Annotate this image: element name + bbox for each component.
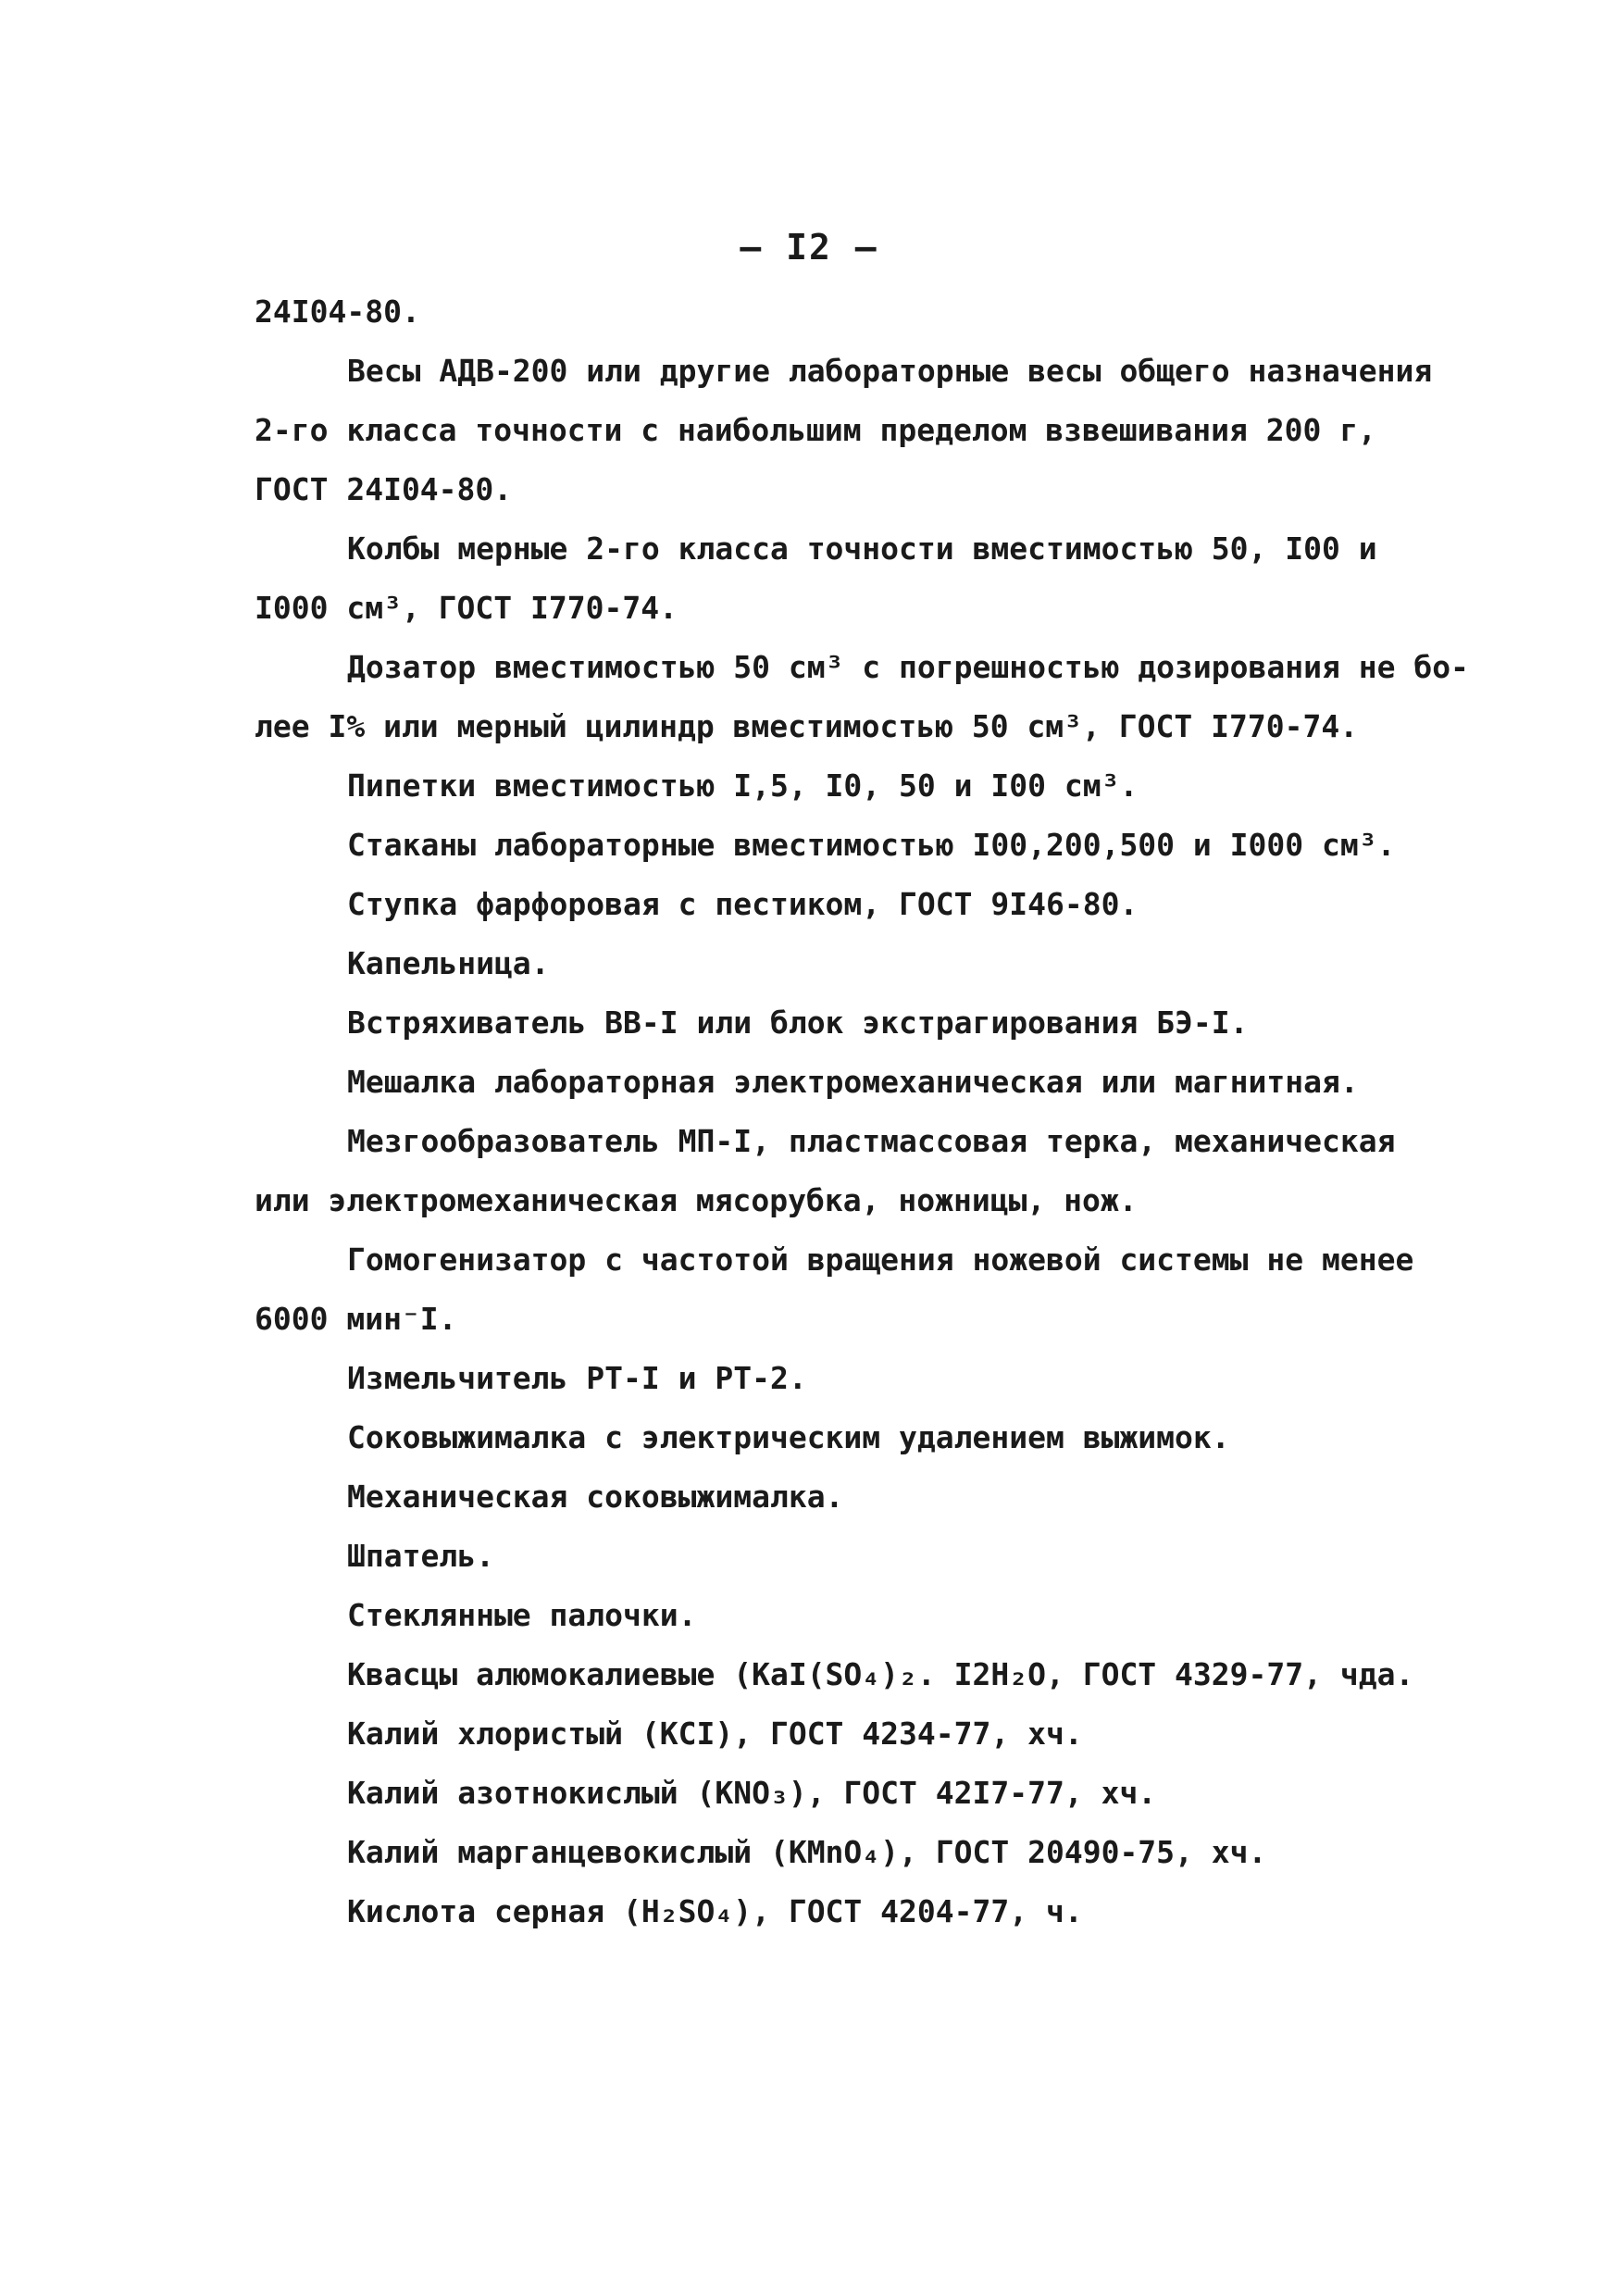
page-number: – I2 – <box>740 227 878 268</box>
text-line: Соковыжималка с электрическим удалением выжимок. <box>347 1419 1230 1455</box>
text-line: Встряхиватель ВВ-I или блок экстрагирования БЭ-I. <box>347 1004 1249 1041</box>
text-line: Дозатор вместимостью 50 см³ с погрешностью дозирования не бо- <box>347 649 1469 685</box>
text-line: 6000 мин⁻I. <box>255 1301 457 1337</box>
text-line: Калий марганцевокислый (KMnO₄), ГОСТ 20490-75, хч. <box>347 1834 1267 1870</box>
text-line: Квасцы алюмокалиевые (KaI(SO₄)₂. I2H₂O, ГОСТ 4329-77, чда. <box>347 1656 1414 1692</box>
text-line: Калий хлористый (KCI), ГОСТ 4234-77, хч. <box>347 1716 1083 1752</box>
text-line: ГОСТ 24I04-80. <box>255 471 513 507</box>
text-line: Колбы мерные 2-го класса точности вместимостью 50, I00 и <box>347 530 1377 567</box>
text-line: Шпатель. <box>347 1538 494 1574</box>
text-line: или электромеханическая мясорубка, ножницы, нож. <box>255 1182 1138 1218</box>
text-line: Стеклянные палочки. <box>347 1597 697 1633</box>
text-line: Стаканы лабораторные вместимостью I00,200,500 и I000 см³. <box>347 827 1396 863</box>
text-line: Мешалка лабораторная электромеханическая или магнитная. <box>347 1064 1359 1100</box>
text-line: Ступка фарфоровая с пестиком, ГОСТ 9I46-80. <box>347 886 1139 922</box>
text-line: Измельчитель РТ-I и РТ-2. <box>347 1360 807 1396</box>
text-line: Пипетки вместимостью I,5, I0, 50 и I00 см³. <box>347 767 1139 804</box>
text-line: Механическая соковыжималка. <box>347 1479 844 1515</box>
text-line: Гомогенизатор с частотой вращения ножевой системы не менее <box>347 1242 1414 1278</box>
text-line: Кислота серная (H₂SO₄), ГОСТ 4204-77, ч. <box>347 1893 1083 1929</box>
text-line: I000 см³, ГОСТ I770-74. <box>255 590 678 626</box>
body-text <box>255 282 1469 1941</box>
text-line: лее I% или мерный цилиндр вместимостью 50 см³, ГОСТ I770-74. <box>255 708 1359 744</box>
text-line: Мезгообразователь МП-I, пластмассовая терка, механическая <box>347 1123 1396 1159</box>
text-line: Капельница. <box>347 945 550 981</box>
text-line: 24I04-80. <box>255 293 420 330</box>
text-line: Калий азотнокислый (KNO₃), ГОСТ 42I7-77, хч. <box>347 1775 1157 1811</box>
text-line: 2-го класса точности с наибольшим пределом взвешивания 200 г, <box>255 412 1376 448</box>
text-line: Весы АДВ-200 или другие лабораторные весы общего назначения <box>347 353 1433 389</box>
